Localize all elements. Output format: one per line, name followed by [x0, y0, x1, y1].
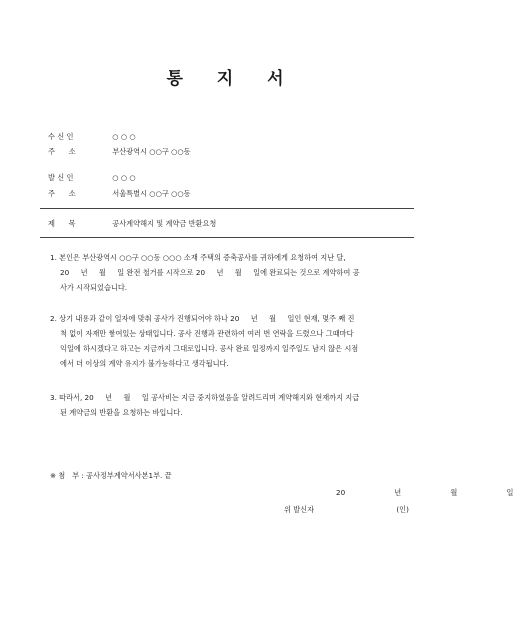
recipient-name-row — [48, 132, 136, 142]
recipient-address-row — [48, 147, 191, 157]
subject-label: 제 목 — [48, 219, 76, 228]
paragraph-line: 2. 상기 내용과 같이 일자에 맞춰 공사가 진행되어야 하나 20 년 월 일인 현재, 몇주 째 진 — [50, 314, 355, 323]
paragraph-2 — [50, 311, 410, 371]
paragraph-line: 1. 본인은 부산광역시 ○○구 ○○동 ○○○ 소재 주택의 증축공사를 귀하에게 요청하여 지난 달, — [50, 253, 346, 262]
divider-top — [40, 208, 414, 209]
subject-text: 공사계약해지 및 계약금 반환요청 — [112, 219, 217, 228]
sender-name-row — [48, 173, 136, 183]
sender-address-label: 주 소 — [48, 189, 76, 198]
paragraph-3 — [50, 390, 410, 420]
sender-label: 발 신 인 — [48, 173, 74, 182]
seal-mark: (인) — [396, 505, 409, 514]
subject-row — [48, 219, 216, 229]
sender-name: ○ ○ ○ — [112, 173, 136, 182]
signature-line — [284, 505, 409, 515]
recipient-address: 부산광역시 ○○구 ○○동 — [112, 147, 191, 156]
sender-address: 서울특별시 ○○구 ○○동 — [112, 189, 191, 198]
date-line: 20 년 월 일 — [336, 488, 513, 497]
divider-bottom — [40, 237, 414, 238]
paragraph-line: 된 계약금의 반환을 요청하는 바입니다. — [60, 408, 183, 417]
recipient-label: 수 신 인 — [48, 132, 74, 141]
signer-label: 위 발신자 — [284, 505, 315, 514]
recipient-name: ○ ○ ○ — [112, 132, 136, 141]
paragraph-line: 척 없이 자재만 쌓여있는 상태입니다. 공사 진행과 관련하여 여러 번 연락을 드렸으나 그때마다 — [60, 329, 354, 338]
paragraph-line: 사가 시작되었습니다. — [60, 283, 128, 292]
page-title: 통 지 서 — [166, 69, 298, 89]
recipient-address-label: 주 소 — [48, 147, 76, 156]
paragraph-1 — [50, 250, 410, 295]
paragraph-line: 3. 따라서, 20 년 월 일 공사비는 지금 중지하였음을 알려드리며 계약해지와 현재까지 지급 — [50, 393, 360, 402]
paragraph-line: 20 년 월 일 완전 철거를 시작으로 20 년 월 일에 완료되는 것으로 계약하여 공 — [60, 268, 360, 277]
paragraph-line: 에서 더 이상의 계약 유지가 불가능하다고 생각됩니다. — [60, 359, 229, 368]
attachment-note: ※ 첨 부 : 공사정부계약서사본1부. 끝 — [50, 471, 172, 480]
paragraph-line: 익일에 하시겠다고 하고는 지금까지 그대로입니다. 공사 완료 일정까지 일주일도 남지 않은 시점 — [60, 344, 359, 353]
sender-address-row — [48, 189, 191, 199]
